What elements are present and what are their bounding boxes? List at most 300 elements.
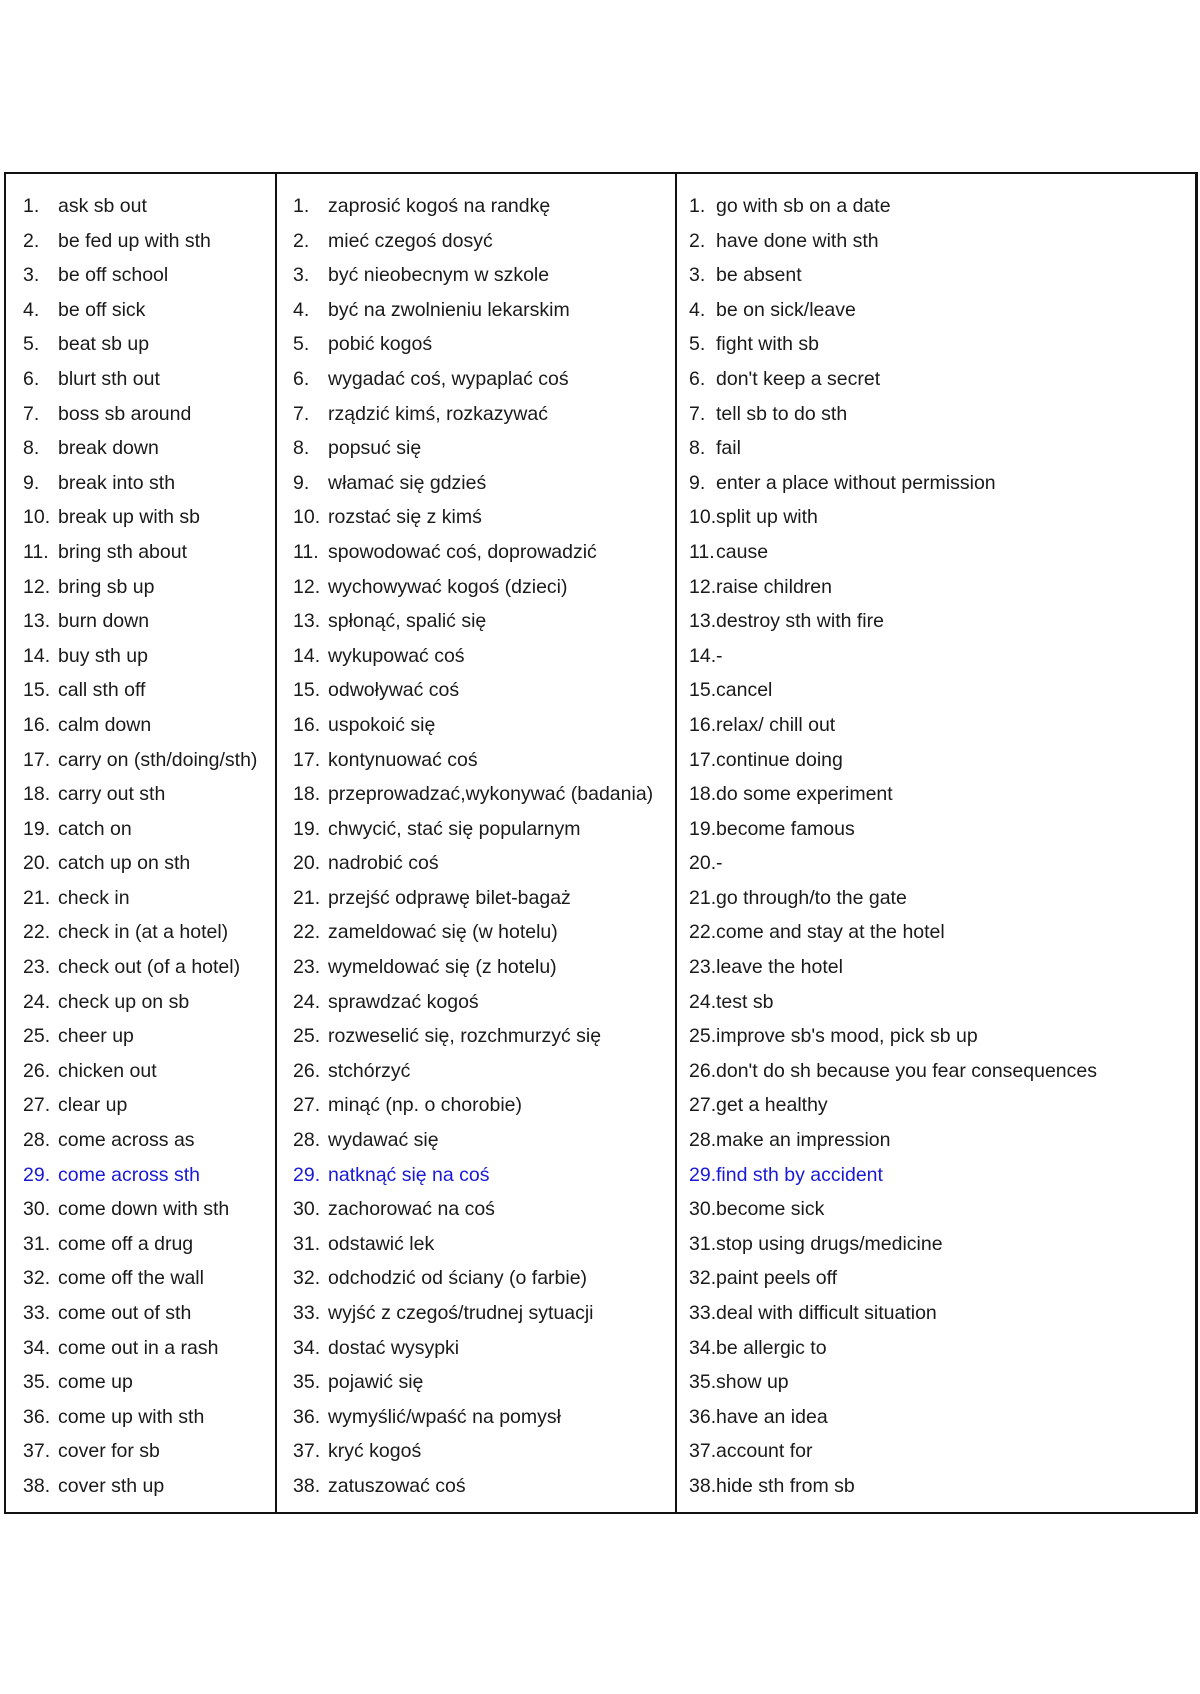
item-number: 1.: [23, 195, 40, 217]
item-number: 5.: [293, 333, 310, 356]
item-number: 24.: [293, 990, 321, 1013]
item-text: break into sth: [58, 471, 176, 494]
list-item: [6, 258, 275, 293]
item-text: carry out sth: [58, 783, 166, 806]
item-text: become sick: [716, 1198, 825, 1221]
list-item: [677, 1227, 1195, 1262]
list-item: [277, 362, 675, 397]
item-text: cover for sb: [58, 1440, 160, 1463]
list-item: [6, 189, 275, 224]
item-text: włamać się gdzieś: [328, 471, 487, 494]
list-item: [677, 431, 1195, 466]
list-item: [6, 985, 275, 1020]
item-number: 25.: [293, 1025, 321, 1048]
item-text: mieć czegoś dosyć: [328, 229, 493, 252]
item-number: 11.: [293, 540, 319, 563]
item-number: 28.: [23, 1129, 51, 1152]
item-number: 36.: [689, 1405, 717, 1428]
list-item: [677, 1434, 1195, 1469]
item-text: przeprowadzać,wykonywać (badania): [328, 783, 654, 806]
list-item: [677, 1054, 1195, 1089]
item-number: 26.: [689, 1059, 717, 1082]
item-number: 31.: [23, 1232, 51, 1255]
item-text: split up with: [716, 506, 818, 529]
list-item: [277, 1123, 675, 1158]
list-item: [277, 1054, 675, 1089]
item-text: wykupować coś: [328, 644, 465, 667]
item-number: 20.: [23, 852, 51, 875]
item-number: 23.: [689, 956, 717, 979]
item-text: hide sth from sb: [716, 1474, 855, 1497]
list-item: [6, 708, 275, 743]
list-item: [6, 777, 275, 812]
item-text: call sth off: [58, 679, 146, 702]
item-number: 32.: [293, 1267, 321, 1290]
list-item: [6, 1227, 275, 1262]
list-item: [677, 293, 1195, 328]
item-number: 23.: [23, 956, 51, 979]
item-text: cause: [716, 540, 769, 563]
item-number: 20.: [689, 852, 717, 875]
item-number: 30.: [23, 1198, 51, 1221]
item-number: 14.: [23, 644, 51, 667]
list-item: [6, 1296, 275, 1331]
list-item: [677, 1469, 1195, 1504]
item-number: 24.: [689, 990, 717, 1013]
item-number: 18.: [689, 783, 717, 806]
list-item: [677, 846, 1195, 881]
item-number: 19.: [689, 817, 717, 840]
item-number: 27.: [293, 1094, 321, 1117]
item-number: 38.: [689, 1474, 717, 1497]
item-number: 4.: [23, 298, 40, 321]
item-text: bring sth about: [58, 540, 188, 563]
item-text: chwycić, stać się popularnym: [328, 817, 581, 840]
list-item: [6, 1158, 275, 1193]
item-text: beat sb up: [58, 333, 150, 356]
list-item: [6, 673, 275, 708]
item-text: be absent: [716, 264, 802, 287]
item-number: 28.: [689, 1129, 717, 1152]
item-number: 36.: [23, 1405, 51, 1428]
list-item: [677, 397, 1195, 432]
list-item: [277, 1158, 675, 1193]
item-text: continue doing: [716, 748, 843, 771]
vocabulary-table: [4, 172, 1198, 1514]
list-item: [277, 881, 675, 916]
item-text: test sb: [716, 990, 774, 1013]
item-text: pojawić się: [328, 1371, 424, 1394]
item-number: 1.: [293, 195, 310, 217]
item-text: check in (at a hotel): [58, 921, 229, 944]
list-item: [677, 777, 1195, 812]
item-number: 25.: [23, 1025, 51, 1048]
item-text: stop using drugs/medicine: [716, 1232, 943, 1255]
polish-translation-column: [277, 174, 677, 1512]
item-number: 34.: [23, 1336, 51, 1359]
item-number: 17.: [23, 748, 51, 771]
item-number: 12.: [23, 575, 51, 598]
item-text: sprawdzać kogoś: [328, 990, 479, 1013]
item-number: 13.: [23, 610, 51, 633]
item-text: go through/to the gate: [716, 886, 907, 909]
item-number: 3.: [23, 264, 40, 287]
item-text: check out (of a hotel): [58, 956, 241, 979]
item-text: zameldować się (w hotelu): [328, 921, 558, 944]
item-text: get a healthy: [716, 1094, 828, 1117]
list-item: [277, 1434, 675, 1469]
list-item: [677, 466, 1195, 501]
item-number: 10.: [689, 506, 717, 529]
item-text: do some experiment: [716, 783, 893, 806]
item-number: 14.: [293, 644, 321, 667]
item-number: 31.: [689, 1232, 717, 1255]
list-item: [277, 189, 675, 224]
item-number: 6.: [23, 367, 40, 390]
list-item: [277, 535, 675, 570]
item-text: wydawać się: [328, 1129, 439, 1152]
item-number: 11.: [23, 540, 49, 563]
item-number: 12.: [689, 575, 717, 598]
list-item: [6, 224, 275, 259]
item-text: popsuć się: [328, 437, 422, 460]
item-number: 15.: [293, 679, 321, 702]
item-number: 8.: [23, 437, 40, 460]
item-number: 12.: [293, 575, 321, 598]
item-text: kryć kogoś: [328, 1440, 422, 1463]
item-text: wyjść z czegoś/trudnej sytuacji: [328, 1302, 594, 1324]
item-number: 36.: [293, 1405, 321, 1428]
item-text: come across sth: [58, 1163, 200, 1186]
list-item: [6, 1019, 275, 1054]
item-number: 31.: [293, 1232, 321, 1255]
list-item: [6, 743, 275, 778]
item-text: zaprosić kogoś na randkę: [328, 195, 551, 217]
item-text: relax/ chill out: [716, 713, 836, 736]
item-text: paint peels off: [716, 1267, 838, 1290]
list-item: [277, 777, 675, 812]
synonym-column: [677, 174, 1195, 1512]
item-text: destroy sth with fire: [716, 610, 884, 633]
list-item: [277, 1227, 675, 1262]
item-text: fail: [716, 437, 741, 460]
list-item: [6, 535, 275, 570]
item-number: 30.: [689, 1198, 717, 1221]
item-number: 34.: [293, 1336, 321, 1359]
item-text: leave the hotel: [716, 956, 843, 979]
item-number: 26.: [23, 1059, 51, 1082]
list-item: [277, 846, 675, 881]
item-number: 6.: [293, 367, 310, 390]
item-text: pobić kogoś: [328, 333, 433, 356]
item-text: cancel: [716, 679, 773, 702]
list-item: [6, 293, 275, 328]
list-item: [277, 743, 675, 778]
item-text: -: [716, 644, 723, 667]
item-text: deal with difficult situation: [716, 1302, 937, 1324]
item-text: be on sick/leave: [716, 298, 856, 321]
list-item: [277, 258, 675, 293]
item-text: come off a drug: [58, 1232, 194, 1255]
list-item: [277, 327, 675, 362]
item-text: spowodować coś, doprowadzić: [328, 540, 597, 563]
item-text: clear up: [58, 1094, 128, 1117]
list-item: [277, 673, 675, 708]
item-text: buy sth up: [58, 644, 148, 667]
item-text: come up with sth: [58, 1405, 205, 1428]
list-item: [277, 1400, 675, 1435]
item-number: 15.: [23, 679, 51, 702]
item-number: 33.: [23, 1302, 51, 1324]
item-number: 37.: [689, 1440, 717, 1463]
item-text: minąć (np. o chorobie): [328, 1094, 523, 1117]
list-item: [677, 604, 1195, 639]
item-text: odstawić lek: [328, 1232, 435, 1255]
item-text: zatuszować coś: [328, 1474, 466, 1497]
list-item: [677, 258, 1195, 293]
item-number: 3.: [293, 264, 310, 287]
list-item: [6, 1123, 275, 1158]
list-item: [677, 1019, 1195, 1054]
item-text: be off school: [58, 264, 169, 287]
item-number: 34.: [689, 1336, 717, 1359]
item-number: 11.: [689, 540, 715, 563]
list-item: [677, 1331, 1195, 1366]
item-text: break down: [58, 437, 159, 460]
item-number: 4.: [293, 298, 310, 321]
item-text: catch up on sth: [58, 852, 191, 875]
item-number: 13.: [293, 610, 321, 633]
list-item: [677, 327, 1195, 362]
item-text: be off sick: [58, 298, 146, 321]
list-item: [277, 224, 675, 259]
item-text: carry on (sth/doing/sth): [58, 748, 258, 771]
list-item: [677, 1261, 1195, 1296]
item-text: być na zwolnieniu lekarskim: [328, 298, 570, 321]
item-text: enter a place without permission: [716, 471, 996, 494]
list-item: [277, 1192, 675, 1227]
item-number: 21.: [293, 886, 321, 909]
item-text: cheer up: [58, 1025, 134, 1048]
item-number: 5.: [23, 333, 40, 356]
item-text: wygadać coś, wypaplać coś: [328, 367, 569, 390]
item-number: 33.: [689, 1302, 717, 1324]
item-number: 26.: [293, 1059, 321, 1082]
item-text: stchórzyć: [328, 1059, 411, 1082]
item-number: 9.: [689, 471, 706, 494]
item-number: 29.: [23, 1163, 51, 1186]
list-item: [677, 1088, 1195, 1123]
item-text: odchodzić od ściany (o farbie): [328, 1267, 588, 1290]
item-number: 35.: [689, 1371, 717, 1394]
item-number: 17.: [293, 748, 321, 771]
item-text: raise children: [716, 575, 832, 598]
item-text: be allergic to: [716, 1336, 827, 1359]
item-text: don't do sh because you fear consequences: [716, 1059, 1097, 1082]
list-item: [6, 466, 275, 501]
list-item: [6, 812, 275, 847]
list-item: [677, 743, 1195, 778]
list-item: [6, 1365, 275, 1400]
list-item: [277, 1469, 675, 1504]
item-text: cover sth up: [58, 1474, 165, 1497]
item-text: catch on: [58, 817, 132, 840]
item-number: 7.: [23, 402, 40, 425]
item-text: show up: [716, 1371, 789, 1394]
list-item: [677, 881, 1195, 916]
list-item: [277, 1088, 675, 1123]
list-item: [6, 604, 275, 639]
list-item: [277, 604, 675, 639]
item-text: bring sb up: [58, 575, 155, 598]
list-item: [6, 1054, 275, 1089]
list-item: [677, 535, 1195, 570]
item-text: come out of sth: [58, 1302, 192, 1324]
list-item: [6, 500, 275, 535]
list-item: [677, 1296, 1195, 1331]
list-item: [277, 397, 675, 432]
item-text: come off the wall: [58, 1267, 204, 1290]
item-number: 38.: [293, 1474, 321, 1497]
item-number: 2.: [689, 229, 706, 252]
item-text: zachorować na coś: [328, 1198, 495, 1221]
list-item: [6, 1434, 275, 1469]
item-text: być nieobecnym w szkole: [328, 264, 550, 287]
item-text: odwoływać coś: [328, 679, 460, 702]
item-number: 18.: [23, 783, 51, 806]
list-item: [6, 397, 275, 432]
item-number: 38.: [23, 1474, 51, 1497]
item-text: have done with sth: [716, 229, 879, 252]
list-item: [6, 327, 275, 362]
list-item: [677, 1158, 1195, 1193]
item-number: 8.: [689, 437, 706, 460]
item-number: 4.: [689, 298, 706, 321]
list-item: [6, 1261, 275, 1296]
list-item: [677, 224, 1195, 259]
item-number: 16.: [293, 713, 321, 736]
list-item: [6, 846, 275, 881]
list-item: [277, 500, 675, 535]
item-number: 14.: [689, 644, 717, 667]
list-item: [6, 362, 275, 397]
item-number: 9.: [293, 471, 310, 494]
item-number: 29.: [293, 1163, 321, 1186]
list-item: [6, 1400, 275, 1435]
item-text: blurt sth out: [58, 367, 160, 390]
item-number: 10.: [293, 506, 321, 529]
list-item: [277, 466, 675, 501]
item-number: 15.: [689, 679, 717, 702]
list-item: [677, 1192, 1195, 1227]
item-number: 27.: [23, 1094, 51, 1117]
list-item: [277, 570, 675, 605]
item-text: natknąć się na coś: [328, 1163, 490, 1186]
list-item: [6, 1192, 275, 1227]
item-number: 2.: [23, 229, 40, 252]
list-item: [277, 1331, 675, 1366]
list-item: [677, 189, 1195, 224]
list-item: [677, 985, 1195, 1020]
item-text: come up: [58, 1371, 133, 1394]
list-item: [677, 1400, 1195, 1435]
item-number: 8.: [293, 437, 310, 460]
item-number: 1.: [689, 195, 706, 217]
item-text: come across as: [58, 1129, 195, 1152]
item-number: 6.: [689, 367, 706, 390]
item-number: 37.: [293, 1440, 321, 1463]
list-item: [6, 570, 275, 605]
item-number: 21.: [689, 886, 717, 909]
item-text: be fed up with sth: [58, 229, 211, 252]
list-item: [277, 1261, 675, 1296]
item-text: come down with sth: [58, 1198, 230, 1221]
list-item: [677, 639, 1195, 674]
list-item: [6, 950, 275, 985]
item-text: rozstać się z kimś: [328, 506, 482, 529]
item-text: chicken out: [58, 1059, 157, 1082]
list-item: [277, 985, 675, 1020]
list-item: [277, 1019, 675, 1054]
item-number: 32.: [689, 1267, 717, 1290]
item-number: 28.: [293, 1129, 321, 1152]
item-number: 24.: [23, 990, 51, 1013]
list-item: [677, 812, 1195, 847]
item-text: dostać wysypki: [328, 1336, 460, 1359]
item-number: 19.: [293, 817, 321, 840]
item-text: tell sb to do sth: [716, 402, 848, 425]
item-number: 18.: [293, 783, 321, 806]
item-text: ask sb out: [58, 195, 147, 217]
item-text: become famous: [716, 817, 855, 840]
list-item: [6, 881, 275, 916]
list-item: [677, 708, 1195, 743]
item-text: przejść odprawę bilet-bagaż: [328, 886, 571, 909]
list-item: [6, 1331, 275, 1366]
item-text: check in: [58, 886, 130, 909]
item-number: 21.: [23, 886, 51, 909]
item-text: -: [716, 852, 723, 875]
list-item: [677, 500, 1195, 535]
list-item: [677, 362, 1195, 397]
list-item: [677, 673, 1195, 708]
item-text: rządzić kimś, rozkazywać: [328, 402, 548, 425]
item-number: 33.: [293, 1302, 321, 1324]
list-item: [6, 431, 275, 466]
list-item: [6, 639, 275, 674]
list-item: [677, 570, 1195, 605]
list-item: [6, 915, 275, 950]
item-text: improve sb's mood, pick sb up: [716, 1025, 978, 1048]
item-text: don't keep a secret: [716, 367, 881, 390]
item-text: wychowywać kogoś (dzieci): [328, 575, 568, 598]
item-number: 25.: [689, 1025, 717, 1048]
item-number: 23.: [293, 956, 321, 979]
item-text: make an impression: [716, 1129, 891, 1152]
item-text: wymeldować się (z hotelu): [328, 956, 557, 979]
list-item: [277, 431, 675, 466]
item-text: break up with sb: [58, 506, 200, 529]
item-text: uspokoić się: [328, 713, 436, 736]
list-item: [277, 812, 675, 847]
list-item: [6, 1088, 275, 1123]
list-item: [277, 639, 675, 674]
item-number: 27.: [689, 1094, 717, 1117]
item-text: find sth by accident: [716, 1163, 883, 1186]
item-text: nadrobić coś: [328, 852, 439, 875]
item-number: 37.: [23, 1440, 51, 1463]
item-text: go with sb on a date: [716, 195, 891, 217]
